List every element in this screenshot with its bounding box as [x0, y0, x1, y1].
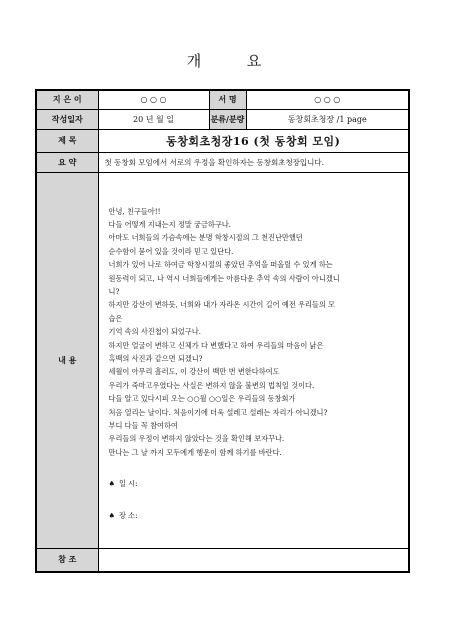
- reference-row: [36, 548, 409, 572]
- content-line: 부디 다들 꼭 참여하여: [108, 421, 178, 430]
- event-place-label: 장 소:: [118, 510, 138, 520]
- signature-value[interactable]: ○ ○ ○: [246, 90, 409, 109]
- reference-value[interactable]: [98, 548, 409, 572]
- content-body[interactable]: [98, 172, 409, 548]
- content-line: 처음 열리는 날이다. 처음이기에 더욱 설레고 설레는 자리가 아니겠니?: [108, 407, 328, 417]
- category-label: 분류/분량: [209, 109, 246, 129]
- content-line: 하지만 얼굴이 변하고 신체가 다 변했다고 하여 우리들의 마음이 낡은: [108, 340, 324, 350]
- date-value[interactable]: 20 년 월 일: [98, 109, 209, 129]
- author-label: 지 은 이: [36, 90, 98, 109]
- content-line: 흑백의 사진과 같으면 되겠니?: [108, 353, 203, 363]
- date-label: 작성일자: [36, 109, 98, 129]
- date-row: [36, 109, 409, 129]
- content-line: 기억 속의 사진첩이 되었구나.: [108, 327, 201, 337]
- content-line: 다들 어떻게 지내는지 정말 궁금하구나.: [108, 219, 232, 229]
- author-row: [36, 90, 409, 109]
- category-value[interactable]: 동창회초청장 /1 page: [246, 109, 409, 129]
- overview-form: [35, 89, 410, 573]
- event-date-label: 일 시:: [118, 479, 138, 489]
- content-line: 다들 알고 있다시피 오는 ○○월 ○○일은 우리들의 동창회가: [108, 394, 296, 404]
- title-char-1: 개: [186, 52, 204, 70]
- content-line: 하지만 강산이 변하듯, 너희와 내가 자라온 시간이 길어 예전 우리들의 모: [108, 300, 335, 310]
- content-line: 너희가 있어 나로 하여금 학창시절의 좋았던 추억을 떠올릴 수 있게 하는: [108, 260, 333, 270]
- title-label: 제 목: [36, 129, 98, 152]
- content-label: 내 용: [36, 172, 98, 548]
- content-line: 만나는 그 날 까지 모두에게 행운이 함께 하기를 바란다.: [108, 447, 282, 457]
- content-line: 우리가 죽마고우였다는 사실은 변하지 않을 불변의 법칙일 것이다.: [108, 380, 315, 390]
- spade-icon: ♠: [108, 510, 115, 520]
- signature-label: 서 명: [209, 90, 246, 109]
- content-line: 세월이 아무리 흘러도, 이 강산이 백만 번 변한다하여도: [108, 367, 280, 377]
- author-value[interactable]: ○ ○ ○: [98, 90, 209, 109]
- reference-label: 참 조: [36, 548, 98, 572]
- content-line: 습은: [108, 313, 123, 323]
- content-line: 니?: [108, 286, 120, 296]
- document-title: [0, 50, 450, 71]
- content-line: 우리들의 우정이 변하지 않았다는 것을 확인해 보자꾸나.: [108, 434, 285, 444]
- content-line: 원동력이 되고, 나 역시 너희들에게는 아름다운 추억 속의 사람이 아니겠니: [108, 273, 340, 283]
- summary-value[interactable]: 첫 동창회 모임에서 서로의 우정을 확인하자는 동창회초청장입니다.: [98, 152, 409, 172]
- title-row: [36, 129, 409, 152]
- spade-icon: ♠: [108, 479, 115, 489]
- event-place-line: [109, 509, 403, 522]
- content-line: 순수함이 묻어 있을 것이라 믿고 있단다.: [108, 246, 234, 256]
- summary-row: [36, 152, 409, 172]
- title-char-2: 요: [246, 52, 264, 70]
- title-value[interactable]: 동창회초청장16 (첫 동창회 모임): [98, 129, 409, 152]
- summary-label: 요 약: [36, 152, 98, 172]
- content-row: [36, 172, 409, 548]
- content-line: 안녕, 친구들아!!: [108, 206, 161, 216]
- content-line: 아마도 너희들의 가슴속에는 분명 학창시절의 그 천진난만했던: [108, 233, 303, 243]
- event-date-line: [109, 477, 403, 490]
